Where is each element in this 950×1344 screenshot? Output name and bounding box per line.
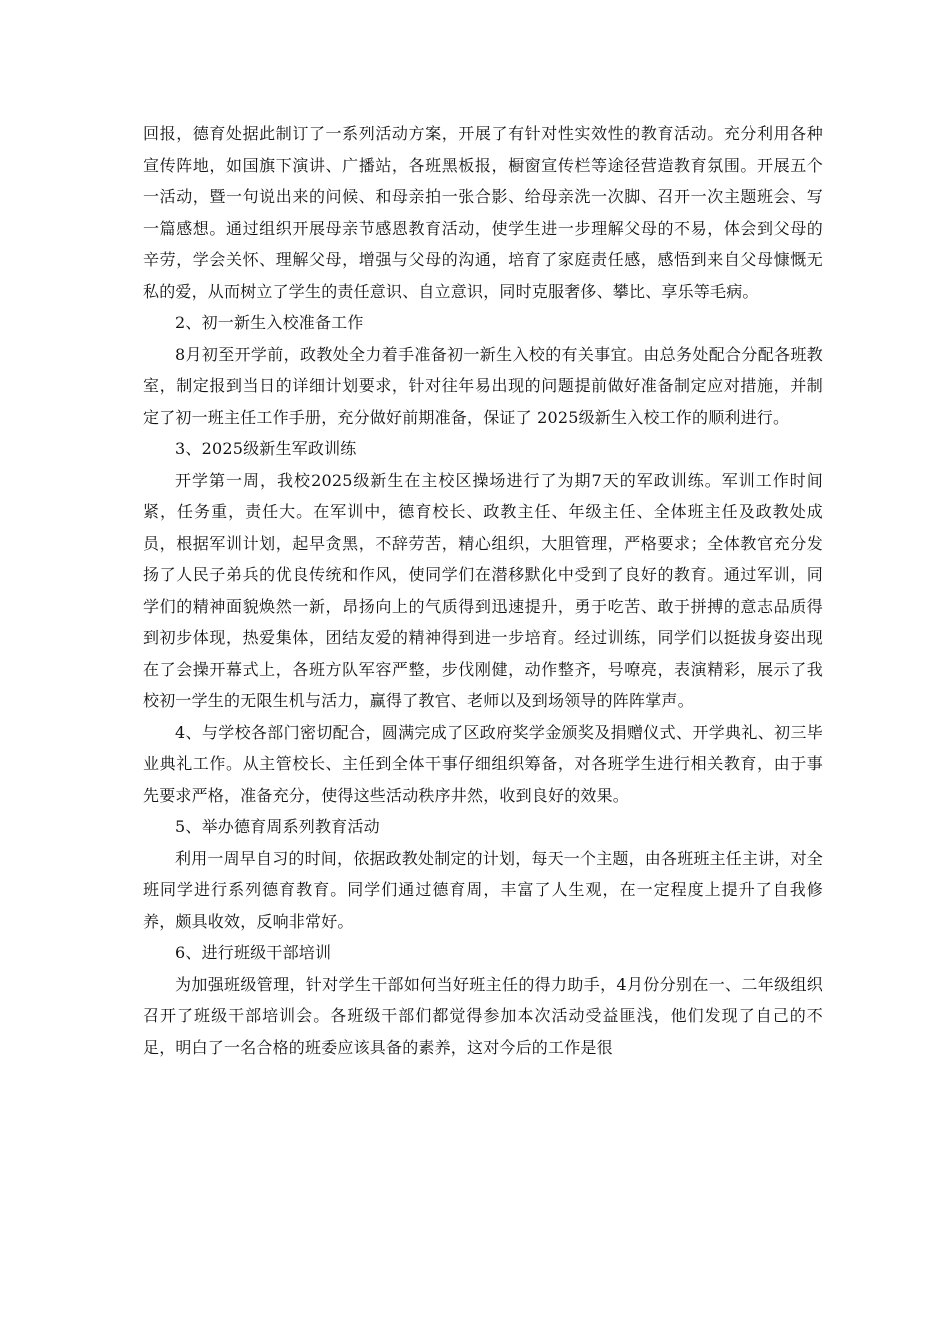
paragraph-class-cadre-training: 为加强班级管理，针对学生干部如何当好班主任的得力助手，4月份分别在一、二年级组织召开了班级干部培训会。各班级干部们都觉得参加本次活动受益匪浅，他们发现了自己的不足，明白了一名合格的班委应该具备的素养，这对今后的工作是很 — [143, 974, 823, 1057]
paragraph-new-student-preparation: 8月初至开学前，政教处全力着手准备初一新生入校的有关事宜。由总务处配合分配各班教室，制定报到当日的详细计划要求，针对往年易出现的问题提前做好准备制定应对措施，并制定了初一班主任工作手册，充分做好前期准备，保证了 2025级新生入校工作的顺利进行。 — [143, 344, 823, 427]
section-heading-5: 5、举办德育周系列教育活动 — [175, 817, 380, 836]
paragraph-military-training: 开学第一周，我校2025级新生在主校区操场进行了为期7天的军政训练。军训工作时间紧，任务重，责任大。在军训中，德育校长、政教主任、年级主任、全体班主任及政教处成员，根据军训计划，起早贪黑，不辞劳苦，精心组织，大胆管理，严格要求；全体教官充分发扬了人民子弟兵的优良传统和作风，使同学们在潜移默化中受到了良好的教育。通过军训，同学们的精神面貌焕然一新，昂扬向上的气质得到迅速提升，勇于吃苦、敢于拼搏的意志品质得到初步体现，热爱集体，团结友爱的精神得到进一步培育。经过训练，同学们以挺拔身姿出现在了会操开幕式上，各班方队军容严整，步伐刚健，动作整齐，号嘹亮，表演精彩，展示了我校初一学生的无限生机与活力，赢得了教官、老师以及到场领导的阵阵掌声。 — [143, 470, 823, 710]
section-heading-6: 6、进行班级干部培训 — [175, 943, 332, 962]
paragraph-mothers-day-activities: 回报，德育处据此制订了一系列活动方案，开展了有针对性实效性的教育活动。充分利用各种宣传阵地，如国旗下演讲、广播站，各班黑板报，橱窗宣传栏等途径营造教育氛围。开展五个一活动，暨一句说出来的问候、和母亲拍一张合影、给母亲洗一次脚、召开一次主题班会、写一篇感想。通过组织开展母亲节感恩教育活动，使学生进一步理解父母的不易，体会到父母的辛劳，学会关怀、理解父母，增强与父母的沟通，培育了家庭责任感，感悟到来自父母慷慨无私的爱，从而树立了学生的责任意识、自立意识，同时克服奢侈、攀比、享乐等毛病。 — [143, 124, 823, 301]
section-heading-2: 2、初一新生入校准备工作 — [175, 313, 364, 332]
section-heading-3: 3、2025级新生军政训练 — [175, 439, 357, 458]
paragraph-department-cooperation: 4、与学校各部门密切配合，圆满完成了区政府奖学金颁奖及捐赠仪式、开学典礼、初三毕业典礼工作。从主管校长、主任到全体干事仔细组织筹备，对各班学生进行相关教育，由于事先要求严格，准备充分，使得这些活动秩序井然，收到良好的效果。 — [143, 722, 823, 805]
paragraph-moral-education-week: 利用一周早自习的时间，依据政教处制定的计划，每天一个主题，由各班班主任主讲，对全班同学进行系列德育教育。同学们通过德育周，丰富了人生观，在一定程度上提升了自我修养，颇具收效，反响非常好。 — [143, 848, 824, 931]
document-page — [143, 118, 823, 1063]
